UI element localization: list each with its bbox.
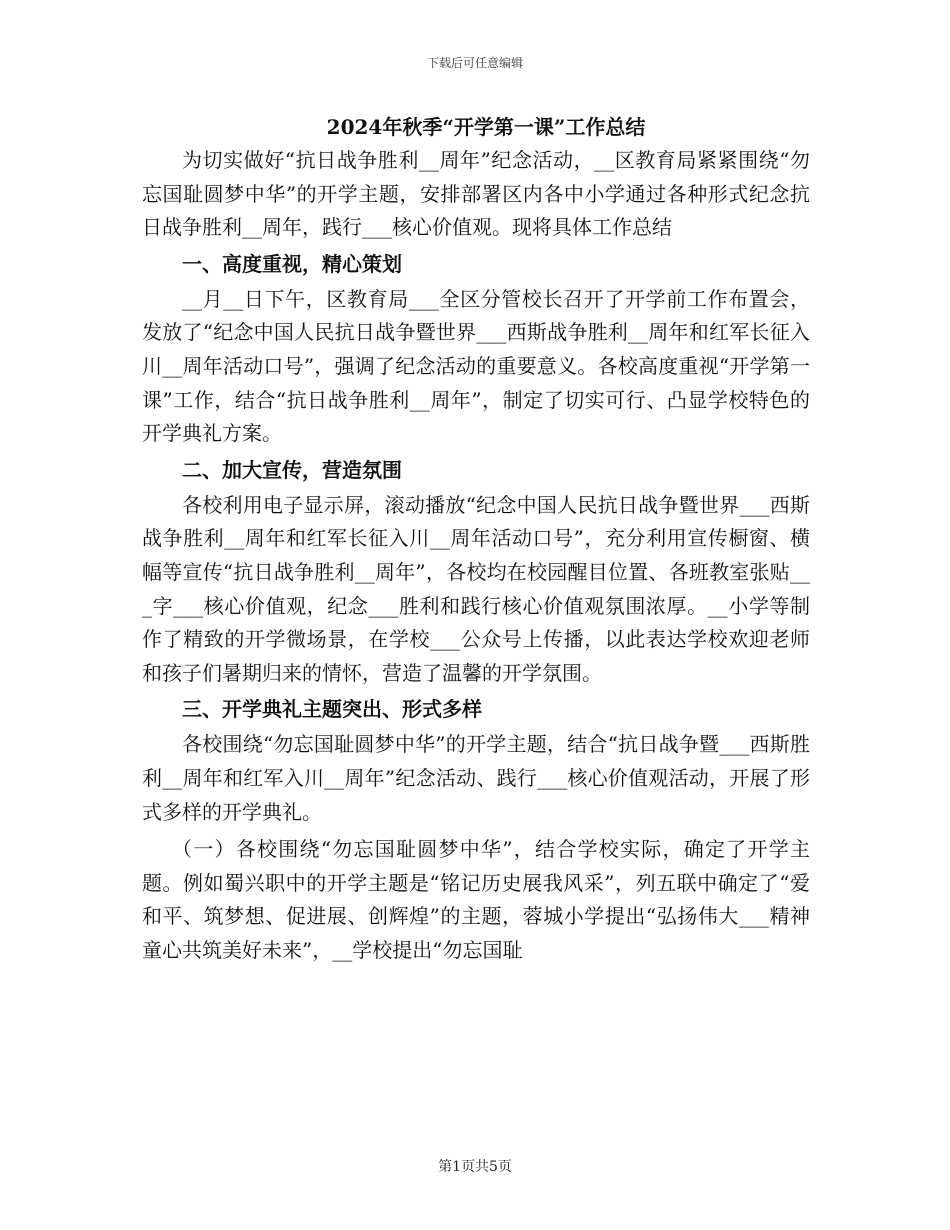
- document-title: 2024年秋季“开学第一课”工作总结: [326, 115, 646, 139]
- section-body-3: 各校围绕“勿忘国耻圆梦中华”的开学主题，结合“抗日战争暨___西斯胜利__周年和红军入川__周年”纪念活动、践行___核心价值观活动，开展了形式多样的开学典礼。: [142, 732, 810, 824]
- section-heading-1: 一、高度重视，精心策划: [182, 251, 402, 276]
- page-number-footer: 第1页共5页: [438, 1159, 512, 1175]
- section-heading-3: 三、开学典礼主题突出、形式多样: [182, 697, 482, 722]
- page-header-note: 下载后可任意编辑: [426, 56, 523, 70]
- sub-paragraph-1: （一）各校围绕“勿忘国耻圆梦中华”，结合学校实际，确定了开学主题。例如蜀兴职中的开学主题是“铭记历史展我风采”，列五联中确定了“爱和平、筑梦想、促进展、创辉煌”的主题，蓉城小学提出“弘扬伟大___精神童心共筑美好未来”，__学校提出“勿忘国耻: [142, 837, 810, 962]
- section-body-1: __月__日下午，区教育局___全区分管校长召开了开学前工作布置会，发放了“纪念中国人民抗日战争暨世界___西斯战争胜利__周年和红军长征入川__周年活动口号”，强调了纪念活动的重要意义。各校高度重视“开学第一课”工作，结合“抗日战争胜利__周年”，制定了切实可行、凸显学校特色的开学典礼方案。: [142, 286, 810, 446]
- document-body: [142, 112, 810, 967]
- intro-paragraph: 为切实做好“抗日战争胜利__周年”纪念活动，__区教育局紧紧围绕“勿忘国耻圆梦中华”的开学主题，安排部署区内各中小学通过各种形式纪念抗日战争胜利__周年，践行___核心价值观。现将具体工作总结: [142, 148, 810, 240]
- section-heading-2: 二、加大宣传，营造氛围: [182, 457, 402, 482]
- section-body-2: 各校利用电子显示屏，滚动播放“纪念中国人民抗日战争暨世界___西斯战争胜利__周年和红军长征入川__周年活动口号”，充分利用宣传橱窗、横幅等宣传“抗日战争胜利__周年”，各校均在校园醒目位置、各班教室张贴___字___核心价值观，纪念___胜利和践行核心价值观氛围浓厚。__小学等制作了精致的开学微场景，在学校___公众号上传播，以此表达学校欢迎老师和孩子们暑期归来的情怀，营造了温馨的开学氛围。: [142, 492, 810, 685]
